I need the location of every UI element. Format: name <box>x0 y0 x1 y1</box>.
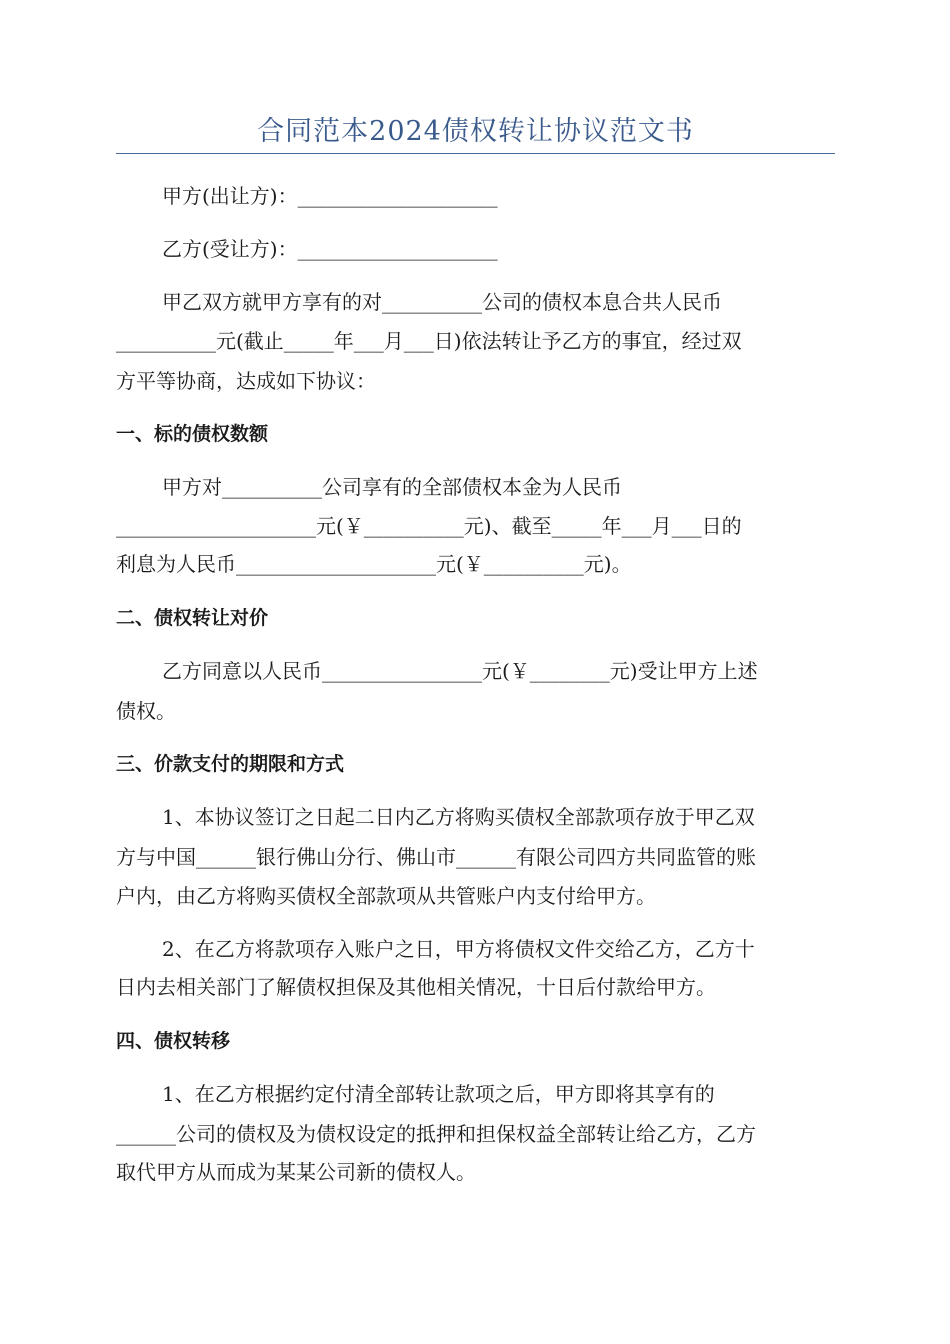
section-heading-4: 四、债权转移 <box>116 1030 231 1052</box>
section-3-line-4: 2、在乙方将款项存入账户之日，甲方将债权文件交给乙方，乙方十 <box>162 937 755 961</box>
party-b-line: 乙方(受让方)：____________________ <box>162 237 498 261</box>
preamble-line-2: __________元(截止_____年___月___日)依法转让予乙方的事宜，经过双 <box>116 329 742 353</box>
section-3-line-3: 户内，由乙方将购买债权全部款项从共管账户内支付给甲方。 <box>116 884 656 908</box>
section-heading-1: 一、标的债权数额 <box>116 423 269 445</box>
section-1-line-1: 甲方对__________公司享有的全部债权本金为人民币 <box>162 475 622 499</box>
preamble-line-1: 甲乙双方就甲方享有的对__________公司的债权本息合共人民币 <box>162 290 722 314</box>
section-4-line-3: 取代甲方从而成为某某公司新的债权人。 <box>116 1160 476 1184</box>
section-3-line-5: 日内去相关部门了解债权担保及其他相关情况，十日后付款给甲方。 <box>116 975 716 999</box>
section-1-line-3: 利息为人民币____________________元(￥__________元)。 <box>116 552 632 576</box>
section-1-line-2: ____________________元(￥__________元)、截至_____年___月___日的 <box>116 514 742 538</box>
section-4-line-2: ______公司的债权及为债权设定的抵押和担保权益全部转让给乙方，乙方 <box>116 1122 756 1146</box>
party-a-line: 甲方(出让方)：____________________ <box>162 184 498 208</box>
section-2-line-1: 乙方同意以人民币________________元(￥________元)受让甲方上述 <box>162 659 758 683</box>
document-title: 合同范本2024债权转让协议范文书 <box>257 116 694 147</box>
section-4-line-1: 1、在乙方根据约定付清全部转让款项之后，甲方即将其享有的 <box>162 1082 715 1106</box>
title-underline <box>116 153 835 154</box>
section-heading-3: 三、价款支付的期限和方式 <box>116 753 345 775</box>
section-2-line-2: 债权。 <box>116 699 176 723</box>
preamble-line-3: 方平等协商，达成如下协议： <box>116 369 376 393</box>
section-heading-2: 二、债权转让对价 <box>116 607 269 629</box>
section-3-line-1: 1、本协议签订之日起二日内乙方将购买债权全部款项存放于甲乙双 <box>162 805 755 829</box>
section-3-line-2: 方与中国______银行佛山分行、佛山市______有限公司四方共同监管的账 <box>116 845 756 869</box>
